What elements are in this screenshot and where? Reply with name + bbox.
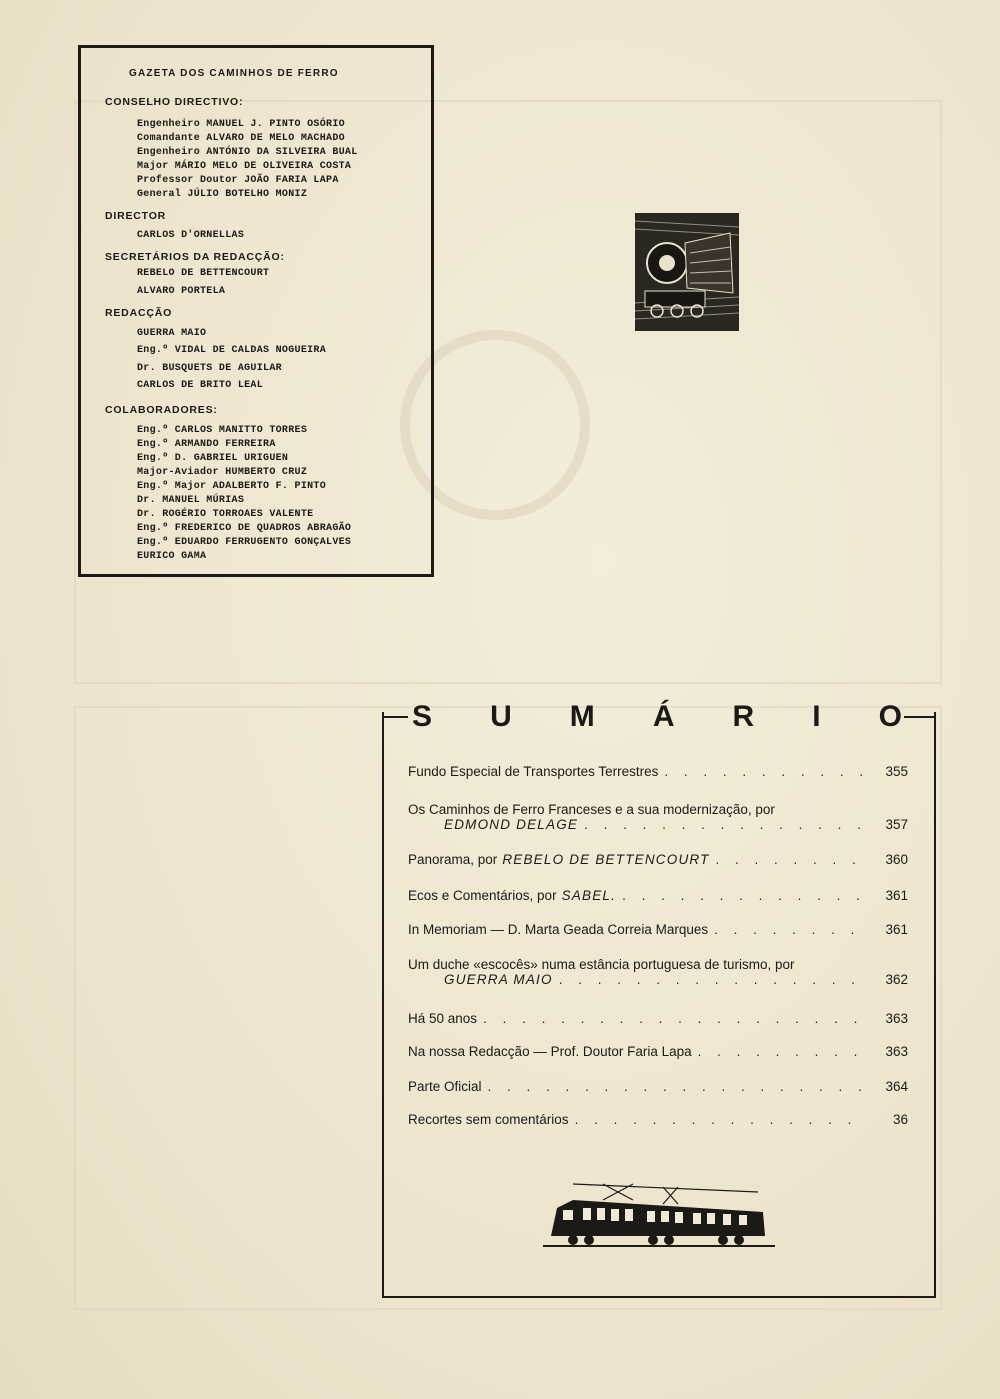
summary-entry[interactable]	[408, 852, 908, 867]
entry-title: Parte Oficial	[408, 1079, 482, 1094]
entry-author: EDMOND DELAGE	[444, 817, 579, 832]
entry-title: In Memoriam — D. Marta Geada Correia Marques	[408, 922, 709, 937]
leader-dots	[483, 1011, 866, 1026]
leader-dots	[664, 764, 866, 779]
colaborador-name: Eng.º CARLOS MANITTO TORRES	[137, 425, 308, 436]
leader-dots	[698, 1044, 866, 1059]
entry-title: Fundo Especial de Transportes Terrestres	[408, 764, 659, 779]
redaccao-member: Eng.º VIDAL DE CALDAS NOGUEIRA	[137, 345, 327, 356]
summary-title-letter: S	[412, 700, 433, 733]
entry-title: Há 50 anos	[408, 1011, 478, 1026]
colaborador-name: Eng.º ARMANDO FERREIRA	[137, 439, 276, 450]
redaccao-member: Dr. BUSQUETS DE AGUILAR	[137, 363, 282, 374]
redaccao-member: GUERRA MAIO	[137, 328, 207, 339]
secretario-name: REBELO DE BETTENCOURT	[137, 268, 270, 279]
entry-title: Na nossa Redacção — Prof. Doutor Faria Lapa	[408, 1044, 692, 1059]
colaborador-name: Eng.º FREDERICO DE QUADROS ABRAGÃO	[137, 523, 352, 534]
colaborador-name: Major-Aviador HUMBERTO CRUZ	[137, 467, 308, 478]
summary-entry[interactable]	[408, 888, 908, 903]
summary-title-rule-right	[904, 716, 936, 718]
entry-title: Panorama, por	[408, 852, 498, 867]
colaborador-name: Eng.º D. GABRIEL URIGUEN	[137, 453, 289, 464]
entry-title: Recortes sem comentários	[408, 1112, 569, 1127]
electric-train-illustration	[543, 1178, 775, 1252]
entry-page: 361	[885, 922, 908, 937]
summary-title-letter: I	[812, 700, 821, 733]
conselho-member: General JÚLIO BOTELHO MONIZ	[137, 189, 308, 200]
summary-entry[interactable]	[408, 1011, 908, 1026]
leader-dots	[575, 1112, 866, 1127]
summary-title-letter: O	[878, 700, 902, 733]
colaborador-name: Eng.º Major ADALBERTO F. PINTO	[137, 481, 327, 492]
leader-dots	[714, 922, 866, 937]
entry-page: 360	[885, 852, 908, 867]
conselho-member: Engenheiro ANTÓNIO DA SILVEIRA BUAL	[137, 147, 358, 158]
entry-author: SABEL.	[561, 888, 617, 903]
colaborador-name: Dr. MANUEL MÚRIAS	[137, 495, 245, 506]
summary-entry[interactable]	[408, 1112, 908, 1127]
summary-entry[interactable]	[408, 957, 908, 987]
entry-title: Ecos e Comentários, por	[408, 888, 557, 903]
summary-entry[interactable]	[408, 802, 908, 832]
entry-author: GUERRA MAIO	[444, 972, 553, 987]
leader-dots	[622, 888, 866, 903]
entry-page: 364	[885, 1079, 908, 1094]
redaccao-member: CARLOS DE BRITO LEAL	[137, 380, 264, 391]
summary-entry[interactable]	[408, 764, 908, 779]
leader-dots	[488, 1079, 866, 1094]
entry-page: 355	[885, 764, 908, 779]
conselho-member: Professor Doutor JOÃO FARIA LAPA	[137, 175, 339, 186]
redaccao-heading: REDACÇÃO	[105, 307, 173, 319]
summary-title-letter: Á	[652, 700, 675, 733]
summary-entry[interactable]	[408, 1044, 908, 1059]
conselho-heading: CONSELHO DIRECTIVO:	[105, 96, 244, 108]
colaborador-name: EURICO GAMA	[137, 551, 207, 562]
summary-entry[interactable]	[408, 922, 908, 937]
masthead-box	[78, 45, 434, 577]
leader-dots	[716, 852, 866, 867]
summary-title	[412, 700, 902, 734]
director-heading: DIRECTOR	[105, 210, 167, 222]
summary-title-letter: R	[732, 700, 755, 733]
entry-page: 363	[885, 1044, 908, 1059]
entry-page: 36	[892, 1112, 908, 1127]
entry-title: Os Caminhos de Ferro Franceses e a sua modernização, por	[408, 802, 775, 817]
locomotive-engraving	[635, 213, 739, 331]
leader-dots	[559, 972, 866, 987]
colaboradores-heading: COLABORADORES:	[105, 404, 218, 416]
secretario-name: ALVARO PORTELA	[137, 286, 226, 297]
entry-page: 357	[885, 817, 908, 832]
entry-title: Um duche «escocês» numa estância portuguesa de turismo, por	[408, 957, 795, 972]
summary-entry[interactable]	[408, 1079, 908, 1094]
masthead-title: GAZETA DOS CAMINHOS DE FERRO	[129, 68, 339, 79]
colaborador-name: Eng.º EDUARDO FERRUGENTO GONÇALVES	[137, 537, 352, 548]
summary-title-letter: U	[490, 700, 512, 733]
entry-page: 361	[885, 888, 908, 903]
conselho-member: Comandante ALVARO DE MELO MACHADO	[137, 133, 345, 144]
director-name: CARLOS D'ORNELLAS	[137, 230, 245, 241]
summary-title-letter: M	[569, 700, 595, 733]
conselho-member: Engenheiro MANUEL J. PINTO OSÓRIO	[137, 119, 345, 130]
conselho-member: Major MÁRIO MELO DE OLIVEIRA COSTA	[137, 161, 352, 172]
leader-dots	[584, 817, 866, 832]
entry-page: 362	[885, 972, 908, 987]
secretarios-heading: SECRETÁRIOS DA REDACÇÃO:	[105, 251, 285, 263]
colaborador-name: Dr. ROGÉRIO TORROAES VALENTE	[137, 509, 314, 520]
summary-title-rule-left	[382, 716, 408, 718]
entry-author: REBELO DE BETTENCOURT	[502, 852, 710, 867]
entry-page: 363	[885, 1011, 908, 1026]
